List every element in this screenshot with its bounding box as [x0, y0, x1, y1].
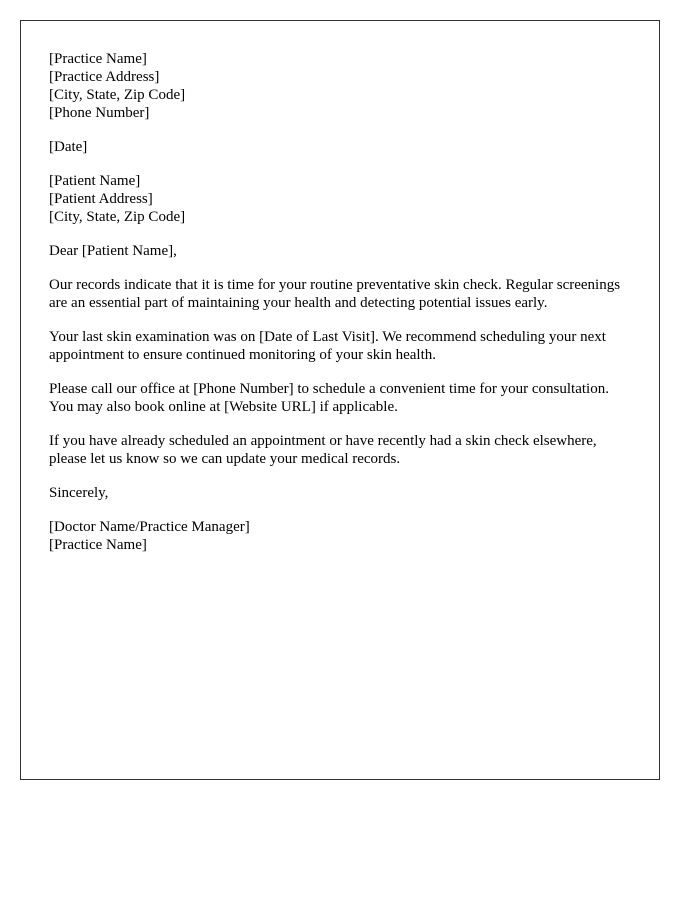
recipient-address-block	[49, 172, 629, 226]
sender-phone: [Phone Number]	[49, 105, 150, 121]
signature-practice: [Practice Name]	[49, 537, 147, 553]
sender-address-block	[49, 50, 629, 122]
letter-date: [Date]	[49, 139, 88, 155]
letter-page	[20, 20, 660, 780]
letter-content	[49, 50, 629, 570]
body-paragraph-2: Your last skin examination was on [Date of Last Visit]. We recommend scheduling your next appointment to ensure continued monitoring of your skin health.	[49, 329, 606, 363]
body-paragraph-4: If you have already scheduled an appointment or have recently had a skin check elsewhere, please let us know so we can update your medical records.	[49, 433, 597, 467]
recipient-city-state-zip: [City, State, Zip Code]	[49, 209, 186, 225]
sender-practice-address: [Practice Address]	[49, 69, 160, 85]
signature-block	[49, 518, 629, 554]
closing: Sincerely,	[49, 485, 109, 501]
sender-practice-name: [Practice Name]	[49, 51, 147, 67]
body-paragraph-1: Our records indicate that it is time for your routine preventative skin check. Regular screenings are an essential part of maintaining your health and detecting potential issues early.	[49, 277, 621, 311]
recipient-patient-name: [Patient Name]	[49, 173, 141, 189]
signature-name: [Doctor Name/Practice Manager]	[49, 519, 250, 535]
salutation: Dear [Patient Name],	[49, 243, 177, 259]
sender-city-state-zip: [City, State, Zip Code]	[49, 87, 186, 103]
body-paragraph-3: Please call our office at [Phone Number] to schedule a convenient time for your consultation. You may also book online at [Website URL] if applicable.	[49, 381, 609, 415]
recipient-patient-address: [Patient Address]	[49, 191, 153, 207]
date-block	[49, 138, 629, 156]
